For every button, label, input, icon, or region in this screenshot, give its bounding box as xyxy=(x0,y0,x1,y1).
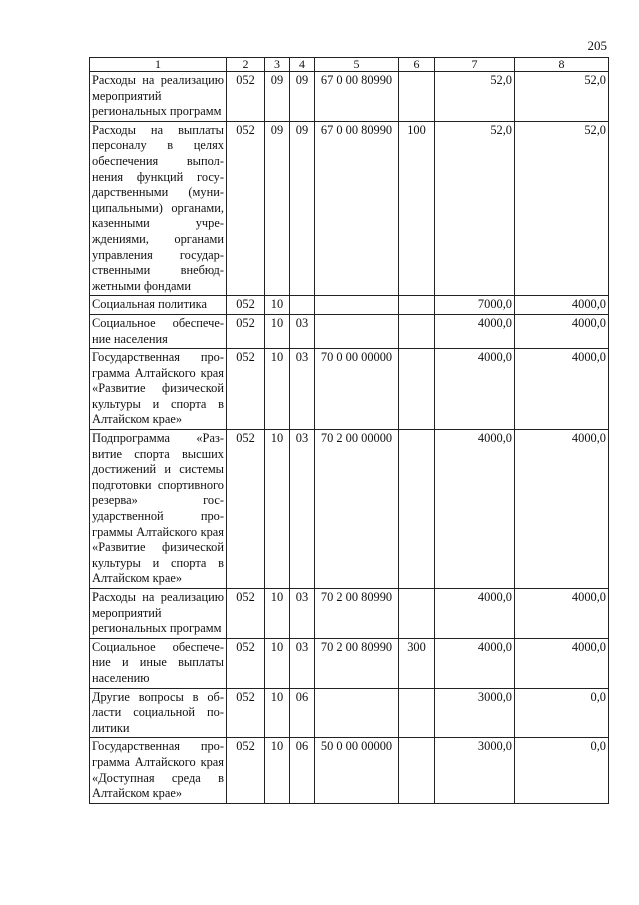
section-code: 10 xyxy=(265,638,290,688)
subsection-code: 09 xyxy=(290,121,315,296)
column-header: 5 xyxy=(315,58,399,72)
expense-type xyxy=(399,296,435,315)
table-row xyxy=(90,72,609,122)
table-row xyxy=(90,688,609,738)
expense-type xyxy=(399,430,435,589)
column-header: 7 xyxy=(435,58,515,72)
amount-col7: 52,0 xyxy=(435,72,515,122)
subsection-code: 03 xyxy=(290,430,315,589)
subsection-code: 03 xyxy=(290,638,315,688)
admin-code: 052 xyxy=(227,121,265,296)
expense-type xyxy=(399,314,435,348)
section-code: 10 xyxy=(265,430,290,589)
admin-code: 052 xyxy=(227,72,265,122)
amount-col7: 4000,0 xyxy=(435,314,515,348)
target-article: 50 0 00 00000 xyxy=(315,738,399,803)
column-header: 1 xyxy=(90,58,227,72)
target-article: 67 0 00 80990 xyxy=(315,121,399,296)
admin-code: 052 xyxy=(227,738,265,803)
amount-col7: 7000,0 xyxy=(435,296,515,315)
target-article xyxy=(315,314,399,348)
target-article xyxy=(315,296,399,315)
amount-col8: 52,0 xyxy=(515,121,609,296)
amount-col8: 4000,0 xyxy=(515,349,609,430)
subsection-code: 03 xyxy=(290,349,315,430)
amount-col7: 52,0 xyxy=(435,121,515,296)
table-row xyxy=(90,589,609,639)
column-header: 4 xyxy=(290,58,315,72)
expense-type: 100 xyxy=(399,121,435,296)
target-article: 67 0 00 80990 xyxy=(315,72,399,122)
amount-col7: 3000,0 xyxy=(435,738,515,803)
subsection-code: 06 xyxy=(290,688,315,738)
table-row xyxy=(90,296,609,315)
section-code: 09 xyxy=(265,121,290,296)
admin-code: 052 xyxy=(227,688,265,738)
table-row xyxy=(90,314,609,348)
admin-code: 052 xyxy=(227,430,265,589)
admin-code: 052 xyxy=(227,296,265,315)
table-row xyxy=(90,121,609,296)
target-article: 70 2 00 80990 xyxy=(315,589,399,639)
target-article: 70 0 00 00000 xyxy=(315,349,399,430)
amount-col8: 4000,0 xyxy=(515,589,609,639)
page-number: 205 xyxy=(587,38,607,53)
column-header: 2 xyxy=(227,58,265,72)
target-article: 70 2 00 80990 xyxy=(315,638,399,688)
row-name: Расходы на выплаты персоналу в целях обеспечения выполнения функций государственными (муниципальными) органами, казенными учреждениями, органами управления государственными внебюджетными фондами xyxy=(90,121,227,296)
subsection-code xyxy=(290,296,315,315)
amount-col8: 52,0 xyxy=(515,72,609,122)
target-article: 70 2 00 00000 xyxy=(315,430,399,589)
admin-code: 052 xyxy=(227,638,265,688)
section-code: 10 xyxy=(265,738,290,803)
row-name: Расходы на реализацию мероприятий региональных программ xyxy=(90,589,227,639)
row-name: Социальное обеспечение населения xyxy=(90,314,227,348)
table-row xyxy=(90,430,609,589)
header-row xyxy=(90,58,609,72)
subsection-code: 06 xyxy=(290,738,315,803)
section-code: 10 xyxy=(265,688,290,738)
row-name: Социальное обеспечение и иные выплаты населению xyxy=(90,638,227,688)
amount-col8: 0,0 xyxy=(515,688,609,738)
amount-col8: 4000,0 xyxy=(515,638,609,688)
budget-table xyxy=(89,57,609,804)
table-row xyxy=(90,349,609,430)
table-row xyxy=(90,738,609,803)
table-row xyxy=(90,638,609,688)
column-header: 6 xyxy=(399,58,435,72)
row-name: Государственная программа Алтайского края «Доступная среда в Алтайском крае» xyxy=(90,738,227,803)
expense-type xyxy=(399,688,435,738)
amount-col7: 3000,0 xyxy=(435,688,515,738)
subsection-code: 09 xyxy=(290,72,315,122)
expense-type xyxy=(399,738,435,803)
row-name: Государственная программа Алтайского края «Развитие физической культуры и спорта в Алтайском крае» xyxy=(90,349,227,430)
row-name: Социальная политика xyxy=(90,296,227,315)
section-code: 10 xyxy=(265,349,290,430)
row-name: Расходы на реализацию мероприятий региональных программ xyxy=(90,72,227,122)
expense-type xyxy=(399,589,435,639)
amount-col7: 4000,0 xyxy=(435,349,515,430)
admin-code: 052 xyxy=(227,589,265,639)
amount-col8: 0,0 xyxy=(515,738,609,803)
section-code: 10 xyxy=(265,296,290,315)
row-name: Другие вопросы в области социальной политики xyxy=(90,688,227,738)
amount-col7: 4000,0 xyxy=(435,589,515,639)
amount-col8: 4000,0 xyxy=(515,430,609,589)
admin-code: 052 xyxy=(227,349,265,430)
section-code: 10 xyxy=(265,314,290,348)
section-code: 09 xyxy=(265,72,290,122)
subsection-code: 03 xyxy=(290,314,315,348)
expense-type xyxy=(399,349,435,430)
row-name: Подпрограмма «Развитие спорта высших достижений и системы подготовки спортивного резерва» государственной программы Алтайского края «Развитие физической культуры и спорта в Алтайском крае» xyxy=(90,430,227,589)
amount-col7: 4000,0 xyxy=(435,430,515,589)
amount-col8: 4000,0 xyxy=(515,296,609,315)
amount-col8: 4000,0 xyxy=(515,314,609,348)
subsection-code: 03 xyxy=(290,589,315,639)
admin-code: 052 xyxy=(227,314,265,348)
section-code: 10 xyxy=(265,589,290,639)
column-header: 3 xyxy=(265,58,290,72)
expense-type: 300 xyxy=(399,638,435,688)
column-header: 8 xyxy=(515,58,609,72)
amount-col7: 4000,0 xyxy=(435,638,515,688)
target-article xyxy=(315,688,399,738)
expense-type xyxy=(399,72,435,122)
